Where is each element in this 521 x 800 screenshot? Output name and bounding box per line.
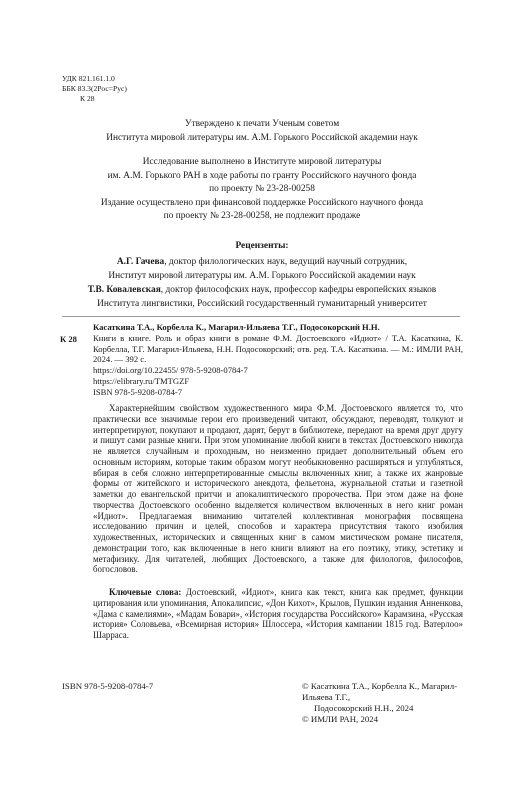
divider (62, 316, 460, 317)
abstract: Характернейшим свойством художественного мира Ф.М. Достоевского является то, что практически все значимые герои его произведений читают, обсуждают, переводят, толкуют и интерпретируют, покупают и продают, дарят, берут в библиотеке, передают на время друг другу и пишут сами разные книги. При этом упоминание любой книги в текстах Достоевского никогда не является случайным и проходным, но неизменно придает дополнительный объем его основным историям, которые таким образом могут необыкновенно расширяться и углубляться, вбирая в себя сложно интерпретированные смыслы включенных книг, а также их жанровые формы от житейского и исторического анекдота, фельетона, журнальной статьи и газетной заметки до евангельской притчи и апокалиптического пророчества. При этом даже на фоне творчества Достоевского особенно выделяется количеством включенных в него книг роман «Идиот». Предлагаемая вниманию читателей коллективная монография посвящена исследованию причин и целей, способов и характера присутствия такого изобилия художественных, исторических и священных книг в самом мистическом романе писателя, демонстрации того, как включенные в него книги влияют на его поэтику, этику, эстетику и метафизику. Для читателей, любящих Достоевского, а также для филологов, философов, богословов. (93, 403, 463, 575)
reviewer-2-block (62, 284, 462, 311)
footer-isbn: ISBN 978-5-9208-0784-7 (62, 681, 154, 691)
reviewer-2-title: , доктор философских наук, профессор кафедры европейских языков (160, 285, 437, 295)
bib-elibrary[interactable]: https://elibrary.ru/TMTGZF (93, 375, 190, 386)
copyright-line-3: © ИМЛИ РАН, 2024 (302, 714, 379, 724)
bib-code: К 28 (60, 334, 77, 344)
udk-code: УДК 821.161.1.0 (62, 74, 115, 83)
bibliographic-record (93, 322, 463, 398)
bib-title: Книги в книге. Роль и образ книги в романе Ф.М. Достоевского «Идиот» / Т.А. Касаткина, К. Корбелла, Т.Г. Магарил-Ильяева, Н.Н. Подосокорский; отв. ред. Т.А. Касаткина. — М.: ИМЛИ РАН, 2024. — 392 с. (93, 332, 463, 365)
classification-codes (62, 74, 127, 105)
copyright-line-2: Подосокорский Н.Н., 2024 (314, 703, 414, 713)
research-line-3: по проекту № 23-28-00258 (209, 184, 315, 195)
author-mark: К 28 (80, 94, 95, 104)
approval-note (62, 118, 462, 145)
approval-line-2: Института мировой литературы им. А.М. Горького Российской академии наук (106, 132, 418, 143)
copyright-line-1: © Касаткина Т.А., Корбелла К., Магарил-Ильяева Т.Г., (302, 681, 458, 702)
reviewer-1 (62, 256, 462, 283)
reviewer-1-name: А.Г. Гачева (116, 257, 165, 267)
bbk-code: ББК 83.3(2Рос=Рус) (62, 84, 127, 94)
funding-line-1: Издание осуществлено при финансовой поддержке Российского научного фонда (100, 197, 424, 208)
bib-doi[interactable]: https://doi.org/10.22455/ 978-5-9208-0784-7 (93, 365, 248, 376)
keywords (93, 587, 463, 641)
funding-line-2: по проекту № 23-28-00258, не подлежит продаже (163, 211, 361, 222)
research-line-1: Исследование выполнено в Институте мировой литературы (142, 157, 382, 167)
reviewer-2-name: Т.В. Ковалевская (87, 285, 161, 295)
research-line-2: им. А.М. Горького РАН в ходе работы по гранту Российского научного фонда (107, 170, 417, 181)
bib-isbn: ISBN 978-5-9208-0784-7 (93, 386, 183, 397)
reviewer-1-affiliation: Институт мировой литературы им. А.М. Горького Российской академии наук (108, 270, 416, 281)
research-note (62, 156, 462, 224)
reviewer-1-title: , доктор филологических наук, ведущий научный сотрудник, (164, 257, 408, 267)
keywords-text: Достоевский, «Идиот», книга как текст, книга как предмет, функции цитирования или упоминания, Апокалипсис, «Дон Кихот», Крылов, Пушкин издания Анненкова, «Дама с камелиями», «Мадам Бовари», «История государства Российского» Карамзина, «Русская история» Соловьева, «Всемирная история» Шлоссера, «История кампании 1815 год. Ватерлоо» Шарраса. (93, 587, 463, 640)
bib-authors: Касаткина Т.А., Корбелла К., Магарил-Ильяева Т.Г., Подосокорский Н.Н. (93, 322, 380, 332)
reviewers-heading: Рецензенты: (235, 241, 289, 251)
copyright (302, 681, 478, 725)
reviewer-2-affiliation: Института лингвистики, Российский государственный гуманитарный университет (97, 298, 427, 309)
keywords-label: Ключевые слова: (109, 587, 182, 597)
approval-line-1: Утверждено к печати Ученым советом (184, 119, 340, 129)
